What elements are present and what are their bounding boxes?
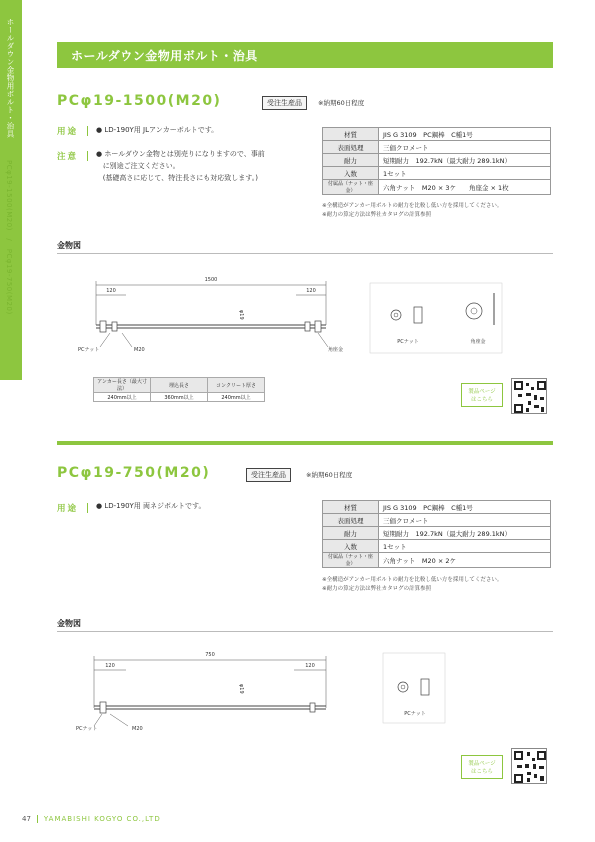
pc-nut-side — [421, 679, 429, 695]
pc-nut-left — [100, 321, 106, 332]
pc-nut-front — [391, 310, 401, 320]
washer-label: 角座金 — [328, 347, 344, 353]
made-to-order-badge-1: 受注生産品 — [262, 96, 307, 110]
spec-row: 材質 JIS G 3109 PC鋼棒 C種1号 — [323, 501, 551, 514]
dim-left-label: 120 — [105, 663, 115, 669]
product-title-1: PCφ19-1500(M20) — [57, 93, 222, 109]
spec-row: 材質 JIS G 3109 PC鋼棒 C種1号 — [323, 128, 551, 141]
drawing-label-2: 金物図 — [57, 619, 81, 628]
anchor-table-1: アンカー長さ（最大寸法） 埋込長さ コンクリート厚さ 240mm以上 360mm以上 240mm以上 — [93, 377, 265, 402]
spec-table-1 — [322, 127, 551, 195]
bolt-drawing-2 — [70, 650, 350, 745]
made-to-order-badge-2: 受注生産品 — [246, 468, 291, 482]
dim-left-label: 120 — [106, 288, 116, 294]
spec-row: 表面処理 三価クロメート — [323, 514, 551, 527]
notice-text-1: ● ホールダウン金物とは別売りになりますので、事前 に別途ご注文ください。 (基礎高さに応じて、特注長さにも対応致します。) — [96, 150, 265, 182]
bolt-drawing-1 — [70, 265, 350, 360]
product-page-link-1[interactable]: 製品ページ はこちら — [461, 383, 503, 407]
dia-label: φ19 — [238, 310, 244, 320]
section-title: ホールダウン金物用ボルト・治具 — [71, 49, 258, 63]
pc-nut-fig-label: PCナット — [404, 711, 426, 717]
dim-total-label: 750 — [205, 652, 215, 658]
lead-time-2: ※納期60日程度 — [306, 471, 353, 479]
nut-figure-2 — [383, 653, 445, 723]
label-bar — [87, 503, 88, 513]
spec-row: 入数 1セット — [323, 540, 551, 553]
qr-code-1[interactable] — [511, 378, 547, 414]
section-header — [57, 42, 553, 68]
dim-right-label: 120 — [306, 288, 316, 294]
spec-row: 耐力 短期耐力 192.7kN（最大耐力 289.1kN） — [323, 527, 551, 540]
section-divider — [57, 441, 553, 445]
spec-footnote-1: ※全構造がアンカー用ボルトの耐力を比較し低い方を採用してください。 ※耐力の算定方法は弊社カタログの計算参照 — [322, 203, 503, 218]
side-products: PCφ19-1500(M20) / PCφ19-750(M20) — [5, 160, 13, 315]
qr-pattern-icon — [512, 379, 548, 415]
section-rule — [57, 253, 553, 254]
usage-text-1: ● LD-190Y用 JLアンカーボルトです。 — [96, 126, 219, 134]
m20-label: M20 — [132, 726, 143, 732]
washer-front — [466, 303, 482, 319]
qr-code-2[interactable] — [511, 748, 547, 784]
spec-row: 入数 1セット — [323, 167, 551, 180]
product-page-link-2[interactable]: 製品ページ はこちら — [461, 755, 503, 779]
pc-nut-fig-label: PCナット — [397, 339, 419, 345]
washer-right — [315, 321, 321, 332]
nut-washer-figure-1 — [370, 283, 502, 353]
nut-right — [310, 703, 315, 712]
page-footer — [22, 815, 161, 823]
label-bar — [87, 151, 88, 161]
dim-total-label: 1500 — [204, 277, 218, 283]
spec-footnote-2: ※全構造がアンカー用ボルトの耐力を比較し低い方を採用してください。 ※耐力の算定方法は弊社カタログの計算参照 — [322, 577, 503, 592]
washer-fig-label: 角座金 — [470, 339, 486, 345]
label-bar — [87, 126, 88, 136]
dim-right-label: 120 — [305, 663, 315, 669]
pc-nut-left — [100, 702, 106, 713]
drawing-label-1: 金物図 — [57, 241, 81, 250]
nut-right — [305, 322, 310, 331]
footer-bar — [37, 815, 38, 823]
pc-nut-label: PCナット — [78, 347, 100, 353]
notice-label-1: 注意 — [57, 152, 79, 162]
dia-label: φ19 — [238, 684, 244, 694]
usage-label-2: 用途 — [57, 504, 79, 514]
product-title-2: PCφ19-750(M20) — [57, 465, 211, 481]
spec-row: 耐力 短期耐力 192.7kN（最大耐力 289.1kN） — [323, 154, 551, 167]
section-rule — [57, 631, 553, 632]
pc-nut-front — [398, 682, 408, 692]
side-category: ホールダウン金物用ボルト・治具 — [6, 18, 15, 138]
pc-nut-label: PCナット — [76, 726, 98, 732]
usage-text-2: ● LD-190Y用 両ネジボルトです。 — [96, 502, 206, 510]
company-name: YAMABISHI KOGYO CO.,LTD — [43, 815, 161, 823]
usage-label-1: 用途 — [57, 127, 79, 137]
lead-time-1: ※納期60日程度 — [318, 99, 365, 107]
nut-left — [112, 322, 117, 331]
spec-row: 表面処理 三価クロメート — [323, 141, 551, 154]
spec-row: 付属品（ナット・座金） 六角ナット M20 × 3ケ 角座金 × 1枚 — [323, 180, 551, 195]
spec-row: 付属品（ナット・座金） 六角ナット M20 × 2ケ — [323, 553, 551, 568]
m20-label: M20 — [134, 347, 145, 353]
spec-table-2 — [322, 500, 551, 568]
qr-pattern-icon — [512, 749, 548, 785]
page-number: 47 — [22, 815, 31, 823]
pc-nut-side — [414, 307, 422, 323]
